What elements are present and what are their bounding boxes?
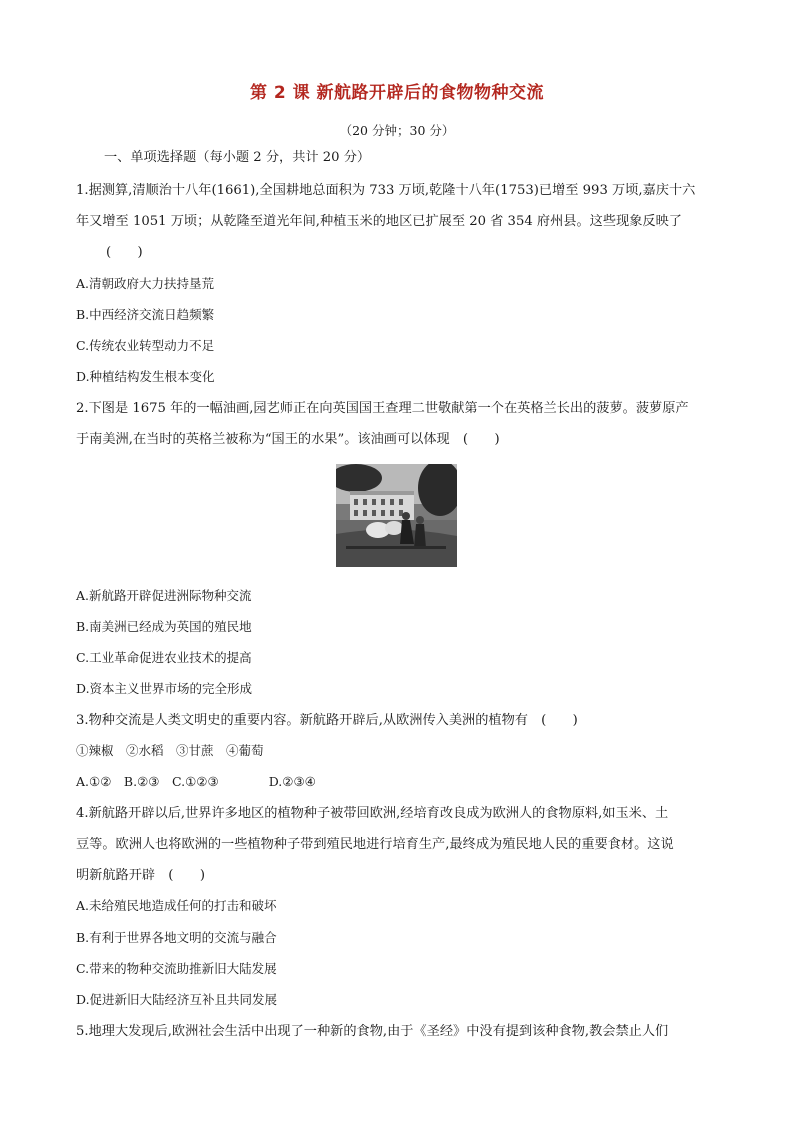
q1-answer-blank: ( ) xyxy=(106,245,143,260)
lesson-title: 第 2 课 新航路开辟后的食物物种交流 xyxy=(249,83,545,103)
q1-option-d: D.种植结构发生根本变化 xyxy=(76,369,215,384)
q5-stem-line-1: 5.地理大发现后,欧洲社会生活中出现了一种新的食物,由于《圣经》中没有提到该种食物,教会禁止人们 xyxy=(76,1024,669,1039)
q1-option-c: C.传统农业转型动力不足 xyxy=(76,338,215,353)
q2-option-c: C.工业革命促进农业技术的提高 xyxy=(76,650,252,665)
q2-stem-line-1: 2.下图是 1675 年的一幅油画,园艺师正在向英国国王查理二世敬献第一个在英格兰长出的菠萝。菠萝原产 xyxy=(76,401,689,416)
q1-stem-line-2: 年又增至 1051 万顷；从乾隆至道光年间,种植玉米的地区已扩展至 20 省 354 府州县。这些现象反映了 xyxy=(76,214,682,229)
q1-stem-line-1: 1.据测算,清顺治十八年(1661),全国耕地总面积为 733 万顷,乾隆十八年(1753)已增至 993 万顷,嘉庆十六 xyxy=(76,183,696,198)
time-score-note: （20 分钟；30 分） xyxy=(339,123,455,138)
q3-stem: 3.物种交流是人类文明史的重要内容。新航路开辟后,从欧洲传入美洲的植物有 ( ) xyxy=(76,713,578,728)
q4-stem-line-2: 豆等。欧洲人也将欧洲的一些植物种子带到殖民地进行培育生产,最终成为殖民地人民的重要食材。这说 xyxy=(76,837,674,852)
q4-option-d: D.促进新旧大陆经济互补且共同发展 xyxy=(76,992,278,1007)
q2-option-d: D.资本主义世界市场的完全形成 xyxy=(76,681,253,696)
q1-option-b: B.中西经济交流日趋频繁 xyxy=(76,307,215,322)
q4-option-b: B.有利于世界各地文明的交流与融合 xyxy=(76,930,277,945)
q3-items: ①辣椒 ②水稻 ③甘蔗 ④葡萄 xyxy=(76,743,264,758)
q2-option-a: A.新航路开辟促进洲际物种交流 xyxy=(76,588,252,603)
q4-option-a: A.未给殖民地造成任何的打击和破坏 xyxy=(76,898,277,913)
q2-stem-line-2: 于南美洲,在当时的英格兰被称为“国王的水果”。该油画可以体现 ( ) xyxy=(76,432,500,447)
section-heading: 一、单项选择题（每小题 2 分，共计 20 分） xyxy=(104,150,371,165)
q1-option-a: A.清朝政府大力扶持垦荒 xyxy=(76,276,215,291)
painting-illustration xyxy=(336,464,457,567)
q3-options: A.①② B.②③ C.①②③ D.②③④ xyxy=(76,774,316,789)
q4-stem-line-1: 4.新航路开辟以后,世界许多地区的植物种子被带回欧洲,经培育改良成为欧洲人的食物原料,如玉米、土 xyxy=(76,806,669,821)
oil-painting-image xyxy=(336,464,457,567)
q4-stem-line-3: 明新航路开辟 ( ) xyxy=(76,868,205,883)
q2-option-b: B.南美洲已经成为英国的殖民地 xyxy=(76,619,252,634)
q4-option-c: C.带来的物种交流助推新旧大陆发展 xyxy=(76,961,277,976)
